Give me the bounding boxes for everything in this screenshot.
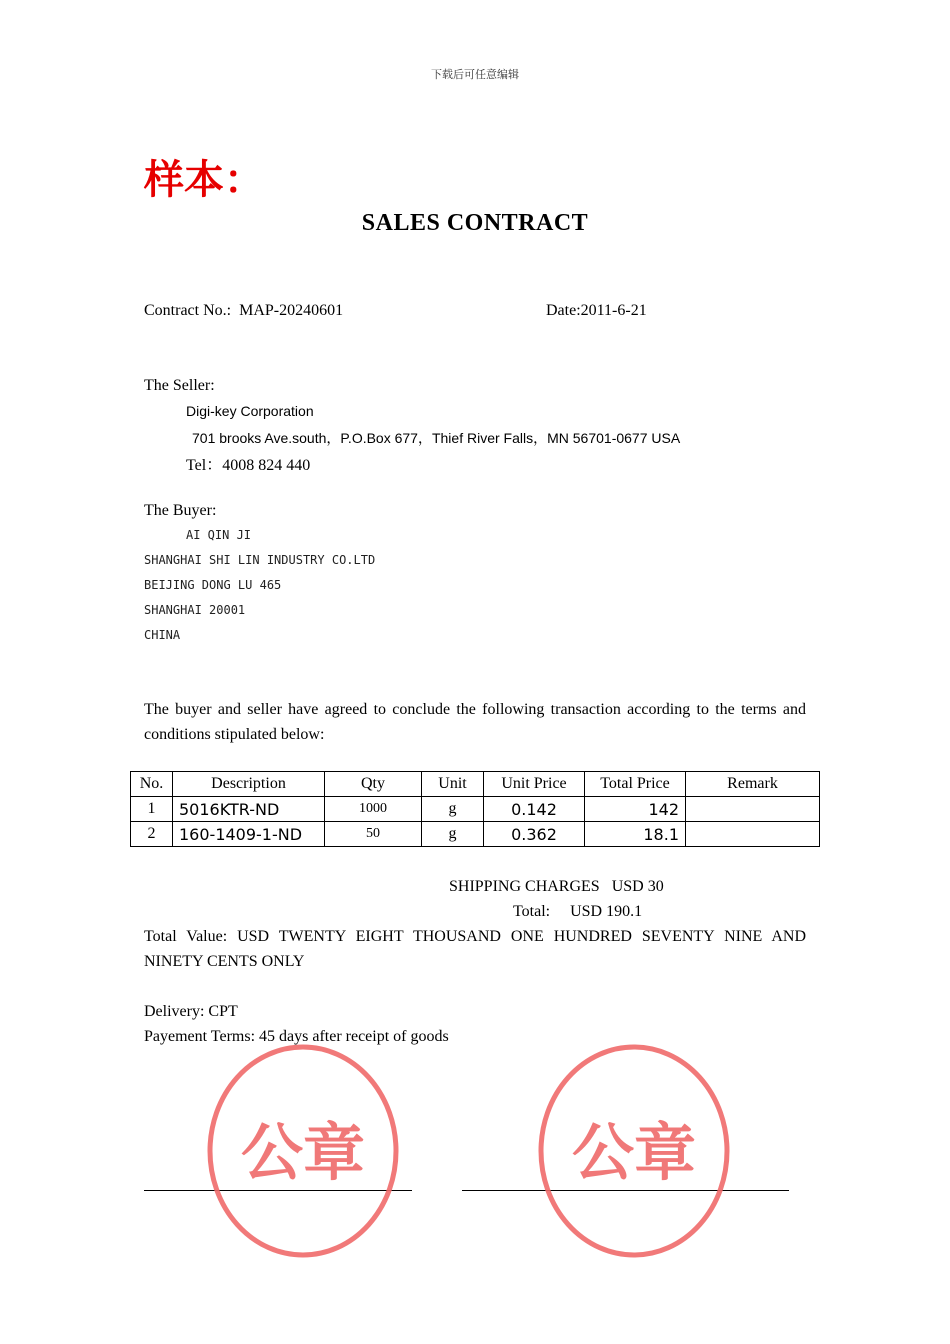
total-label: Total: <box>513 903 551 920</box>
contract-number <box>144 302 343 320</box>
seller-address: 701 brooks Ave.south，P.O.Box 677，Thief River Falls，MN 56701-0677 USA <box>192 430 681 446</box>
buyer-line: SHANGHAI 20001 <box>144 603 246 617</box>
cell-no: 1 <box>131 797 173 822</box>
cell-qty: 50 <box>325 822 422 847</box>
cell-total-price: 142 <box>585 797 686 822</box>
cell-unit-price: 0.362 <box>484 822 585 847</box>
buyer-seal-stamp <box>536 1042 732 1260</box>
seal-text: 公章 <box>240 1116 366 1189</box>
col-header-total-price: Total Price <box>585 772 686 797</box>
table-header-row <box>131 772 820 797</box>
seller-seal-stamp <box>205 1042 401 1260</box>
cell-unit-price: 0.142 <box>484 797 585 822</box>
seal-text: 公章 <box>571 1116 697 1189</box>
col-header-qty: Qty <box>325 772 422 797</box>
contract-number-label: Contract No.: <box>144 302 232 319</box>
header-note: 下载后可任意编辑 <box>431 69 519 81</box>
col-header-unit-price: Unit Price <box>484 772 585 797</box>
seller-heading: The Seller: <box>144 377 215 394</box>
cell-total-price: 18.1 <box>585 822 686 847</box>
col-header-description: Description <box>173 772 325 797</box>
total-value: USD 190.1 <box>570 903 643 920</box>
shipping-label: SHIPPING CHARGES <box>449 878 600 895</box>
buyer-line: CHINA <box>144 628 181 642</box>
cell-unit: g <box>422 797 484 822</box>
buyer-line: BEIJING DONG LU 465 <box>144 578 282 592</box>
agreement-paragraph: The buyer and seller have agreed to conclude the following transaction according to the terms and conditions stipulated below: <box>144 701 806 743</box>
cell-no: 2 <box>131 822 173 847</box>
page-title: SALES CONTRACT <box>361 210 589 236</box>
total-line <box>513 903 642 921</box>
shipping-value: USD 30 <box>611 878 664 895</box>
contract-number-value: MAP-20240601 <box>239 302 344 319</box>
buyer-line: AI QIN JI <box>186 528 252 542</box>
buyer-line: SHANGHAI SHI LIN INDUSTRY CO.LTD <box>144 553 376 567</box>
cell-unit: g <box>422 822 484 847</box>
col-header-remark: Remark <box>686 772 820 797</box>
seller-name-full: Digi-key Corporation <box>186 403 314 419</box>
contract-date: Date:2011-6-21 <box>546 302 647 319</box>
total-value-words: Total Value: USD TWENTY EIGHT THOUSAND ONE HUNDRED SEVENTY NINE AND NINETY CENTS ONLY <box>144 928 806 970</box>
table-row <box>131 797 820 822</box>
cell-description: 5016KTR-ND <box>173 797 325 822</box>
goods-table <box>130 771 820 847</box>
payment-terms: Payement Terms: 45 days after receipt of goods <box>144 1028 449 1045</box>
buyer-heading: The Buyer: <box>144 502 217 519</box>
cell-description: 160-1409-1-ND <box>173 822 325 847</box>
cell-remark <box>686 822 820 847</box>
cell-qty: 1000 <box>325 797 422 822</box>
col-header-no: No. <box>131 772 173 797</box>
seller-tel: Tel：4008 824 440 <box>186 457 311 474</box>
delivery-terms: Delivery: CPT <box>144 1003 238 1020</box>
table-row <box>131 822 820 847</box>
shipping-charges <box>449 878 664 896</box>
col-header-unit: Unit <box>422 772 484 797</box>
sample-label: 样本： <box>144 157 264 202</box>
cell-remark <box>686 797 820 822</box>
